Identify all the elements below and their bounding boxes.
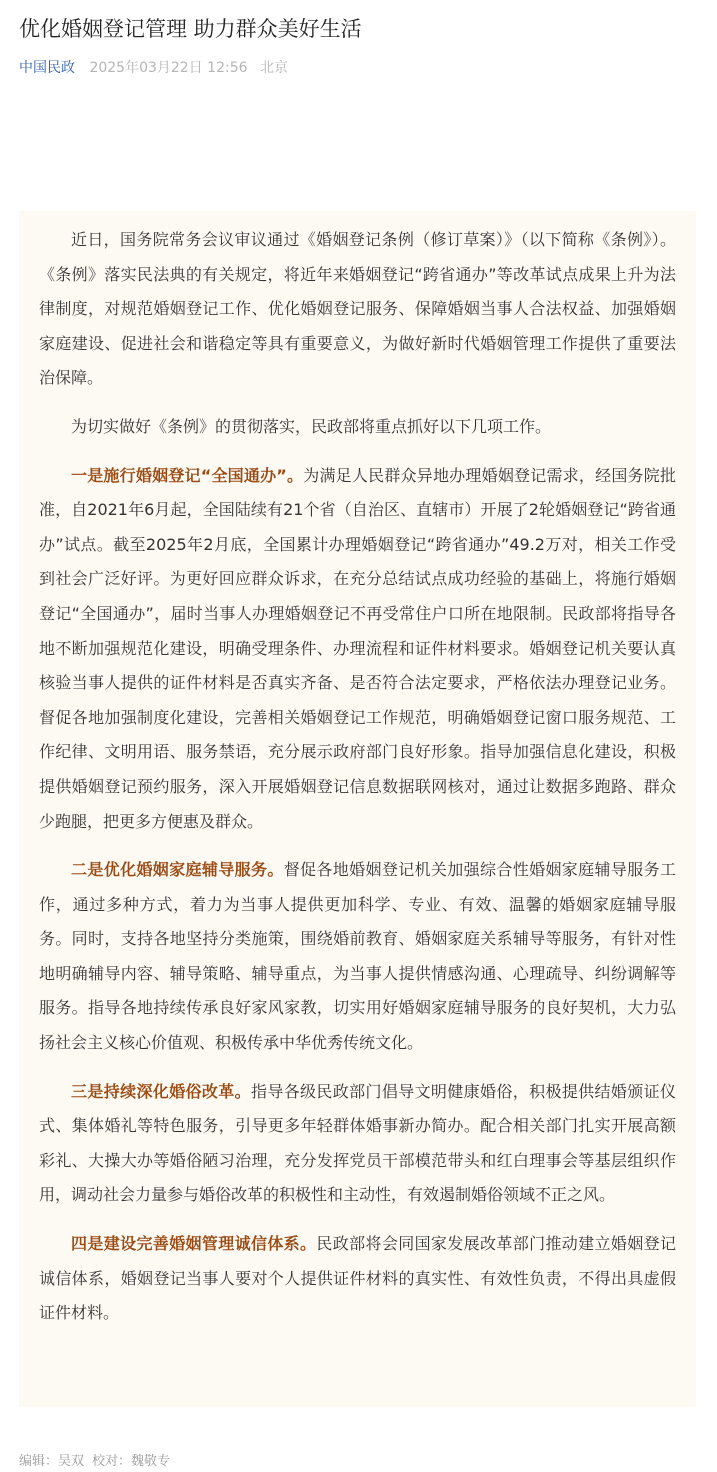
section-1 [39,459,676,840]
section-2-text: 督促各地婚姻登记机关加强综合性婚姻家庭辅导服务工作，通过多种方式，着力为当事人提供更加科学、专业、有效、温馨的婚姻家庭辅导服务。同时，支持各地坚持分类施策，围绕婚前教育、婚姻家庭关系辅导等服务，有针对性地明确辅导内容、辅导策略、辅导重点，为当事人提供情感沟通、心理疏导、纠纷调解等服务。指导各地持续传承良好家风家教，切实用好婚姻家庭辅导服务的良好契机，大力弘扬社会主义核心价值观、积极传承中华优秀传统文化。 [39,860,676,1053]
paragraph-overview: 为切实做好《条例》的贯彻落实，民政部将重点抓好以下几项工作。 [71,416,552,436]
section-1-heading: 一是施行婚姻登记“全国通办”。 [71,465,304,485]
section-3-heading: 三是持续深化婚俗改革。 [71,1081,251,1101]
article-footer [19,1452,170,1472]
section-4-heading: 四是建设完善婚姻管理诚信体系。 [71,1234,317,1254]
article-meta [19,57,288,79]
article-body [19,211,696,1407]
section-3-text: 指导各级民政部门倡导文明健康婚俗，积极提供结婚颁证仪式、集体婚礼等特色服务，引导更多年轻群体婚事新办简办。配合相关部门扎实开展高额彩礼、大操大办等婚俗陋习治理，充分发挥党员干部模范带头和红白理事会等基层组织作用，调动社会力量参与婚俗改革的积极性和主动性，有效遏制婚俗领域不正之风。 [39,1081,676,1205]
section-3 [39,1075,676,1213]
paragraph-intro: 近日，国务院常务会议审议通过《婚姻登记条例（修订草案）》（以下简称《条例》）。《条例》落实民法典的有关规定，将近年来婚姻登记“跨省通办”等改革试点成果上升为法律制度，对规范婚姻登记工作、优化婚姻登记服务、保障婚姻当事人合法权益、加强婚姻家庭建设、促进社会和谐稳定等具有重要意义，为做好新时代婚姻管理工作提供了重要法治保障。 [39,230,676,388]
section-2-heading: 二是优化婚姻家庭辅导服务。 [71,860,284,880]
editor-credit: 编辑：吴双 [19,1454,85,1469]
section-4-text: 民政部将会同国家发展改革部门推动建立婚姻登记诚信体系，婚姻登记当事人要对个人提供证件材料的真实性、有效性负责，不得出具虚假证件材料。 [39,1234,676,1323]
publish-datetime: 2025年03月22日 12:56 [89,60,248,76]
section-1-text: 为满足人民群众异地办理婚姻登记需求，经国务院批准，自2021年6月起，全国陆续有21个省（自治区、直辖市）开展了2轮婚姻登记“跨省通办”试点。截至2025年2月底，全国累计办理婚姻登记“跨省通办”49.2万对，相关工作受到社会广泛好评。为更好回应群众诉求，在充分总结试点成功经验的基础上，将施行婚姻登记“全国通办”，届时当事人办理婚姻登记不再受常住户口所在地限制。民政部将指导各地不断加强规范化建设，明确受理条件、办理流程和证件材料要求。婚姻登记机关要认真核验当事人提供的证件材料是否真实齐备、是否符合法定要求，严格依法办理登记业务。督促各地加强制度化建设，完善相关婚姻登记工作规范，明确婚姻登记窗口服务规范、工作纪律、文明用语、服务禁语，充分展示政府部门良好形象。指导加强信息化建设，积极提供婚姻登记预约服务，深入开展婚姻登记信息数据联网核对，通过让数据多跑路、群众少跑腿，把更多方便惠及群众。 [39,465,676,831]
source-link[interactable]: 中国民政 [19,60,75,76]
section-2 [39,853,676,1061]
proofreader-credit: 校对：魏敬专 [92,1454,171,1469]
publish-location: 北京 [259,60,288,76]
section-4 [39,1227,676,1331]
article-title: 优化婚姻登记管理 助力群众美好生活 [19,17,362,41]
